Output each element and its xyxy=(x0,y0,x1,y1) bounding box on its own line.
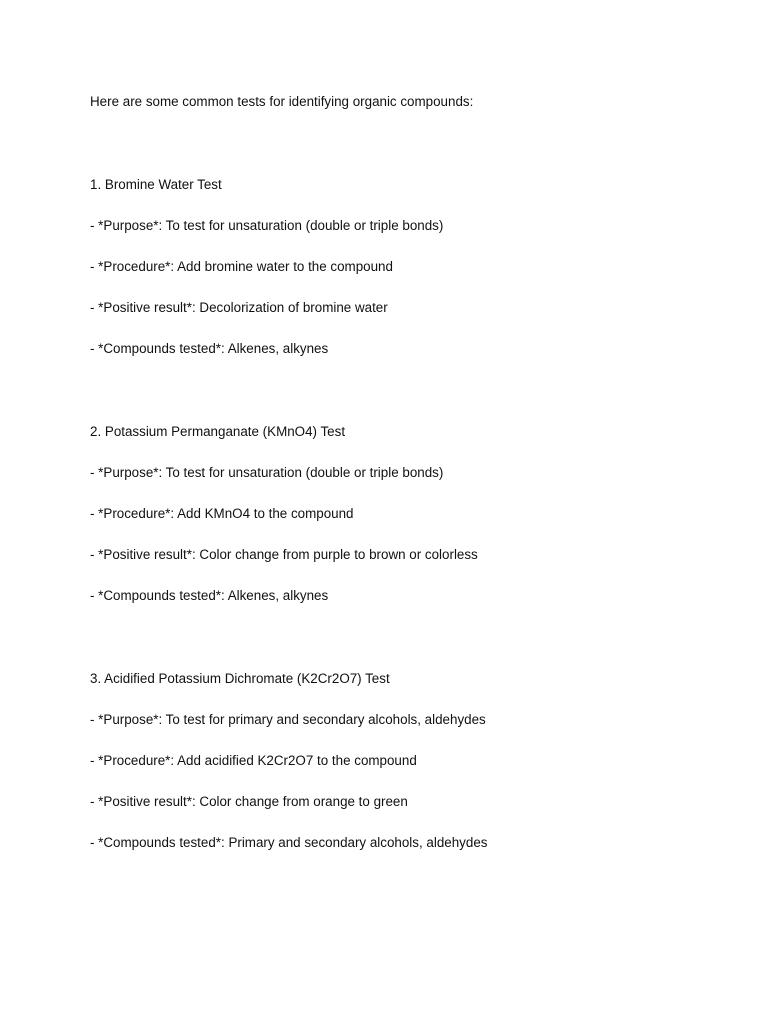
list-item-procedure: - *Procedure*: Add KMnO4 to the compound xyxy=(90,506,354,521)
list-item-positive-result: - *Positive result*: Color change from orange to green xyxy=(90,794,408,809)
section-heading: 1. Bromine Water Test xyxy=(90,177,222,192)
list-item-compounds-tested: - *Compounds tested*: Alkenes, alkynes xyxy=(90,341,329,356)
list-item-positive-result: - *Positive result*: Color change from purple to brown or colorless xyxy=(90,547,478,562)
section-heading: 2. Potassium Permanganate (KMnO4) Test xyxy=(90,424,346,439)
list-item-purpose: - *Purpose*: To test for primary and secondary alcohols, aldehydes xyxy=(90,712,486,727)
section-acidified-potassium-dichromate-test xyxy=(90,669,690,853)
document-body xyxy=(90,92,690,853)
section-bromine-water-test xyxy=(90,175,690,359)
list-item-purpose: - *Purpose*: To test for unsaturation (double or triple bonds) xyxy=(90,465,444,480)
list-item-compounds-tested: - *Compounds tested*: Primary and secondary alcohols, aldehydes xyxy=(90,835,488,850)
section-heading: 3. Acidified Potassium Dichromate (K2Cr2O7) Test xyxy=(90,671,390,686)
list-item-procedure: - *Procedure*: Add acidified K2Cr2O7 to the compound xyxy=(90,753,417,768)
list-item-procedure: - *Procedure*: Add bromine water to the compound xyxy=(90,259,393,274)
section-potassium-permanganate-test xyxy=(90,422,690,606)
intro-paragraph: Here are some common tests for identifying organic compounds: xyxy=(90,94,474,109)
list-item-compounds-tested: - *Compounds tested*: Alkenes, alkynes xyxy=(90,588,329,603)
list-item-purpose: - *Purpose*: To test for unsaturation (double or triple bonds) xyxy=(90,218,444,233)
list-item-positive-result: - *Positive result*: Decolorization of bromine water xyxy=(90,300,388,315)
